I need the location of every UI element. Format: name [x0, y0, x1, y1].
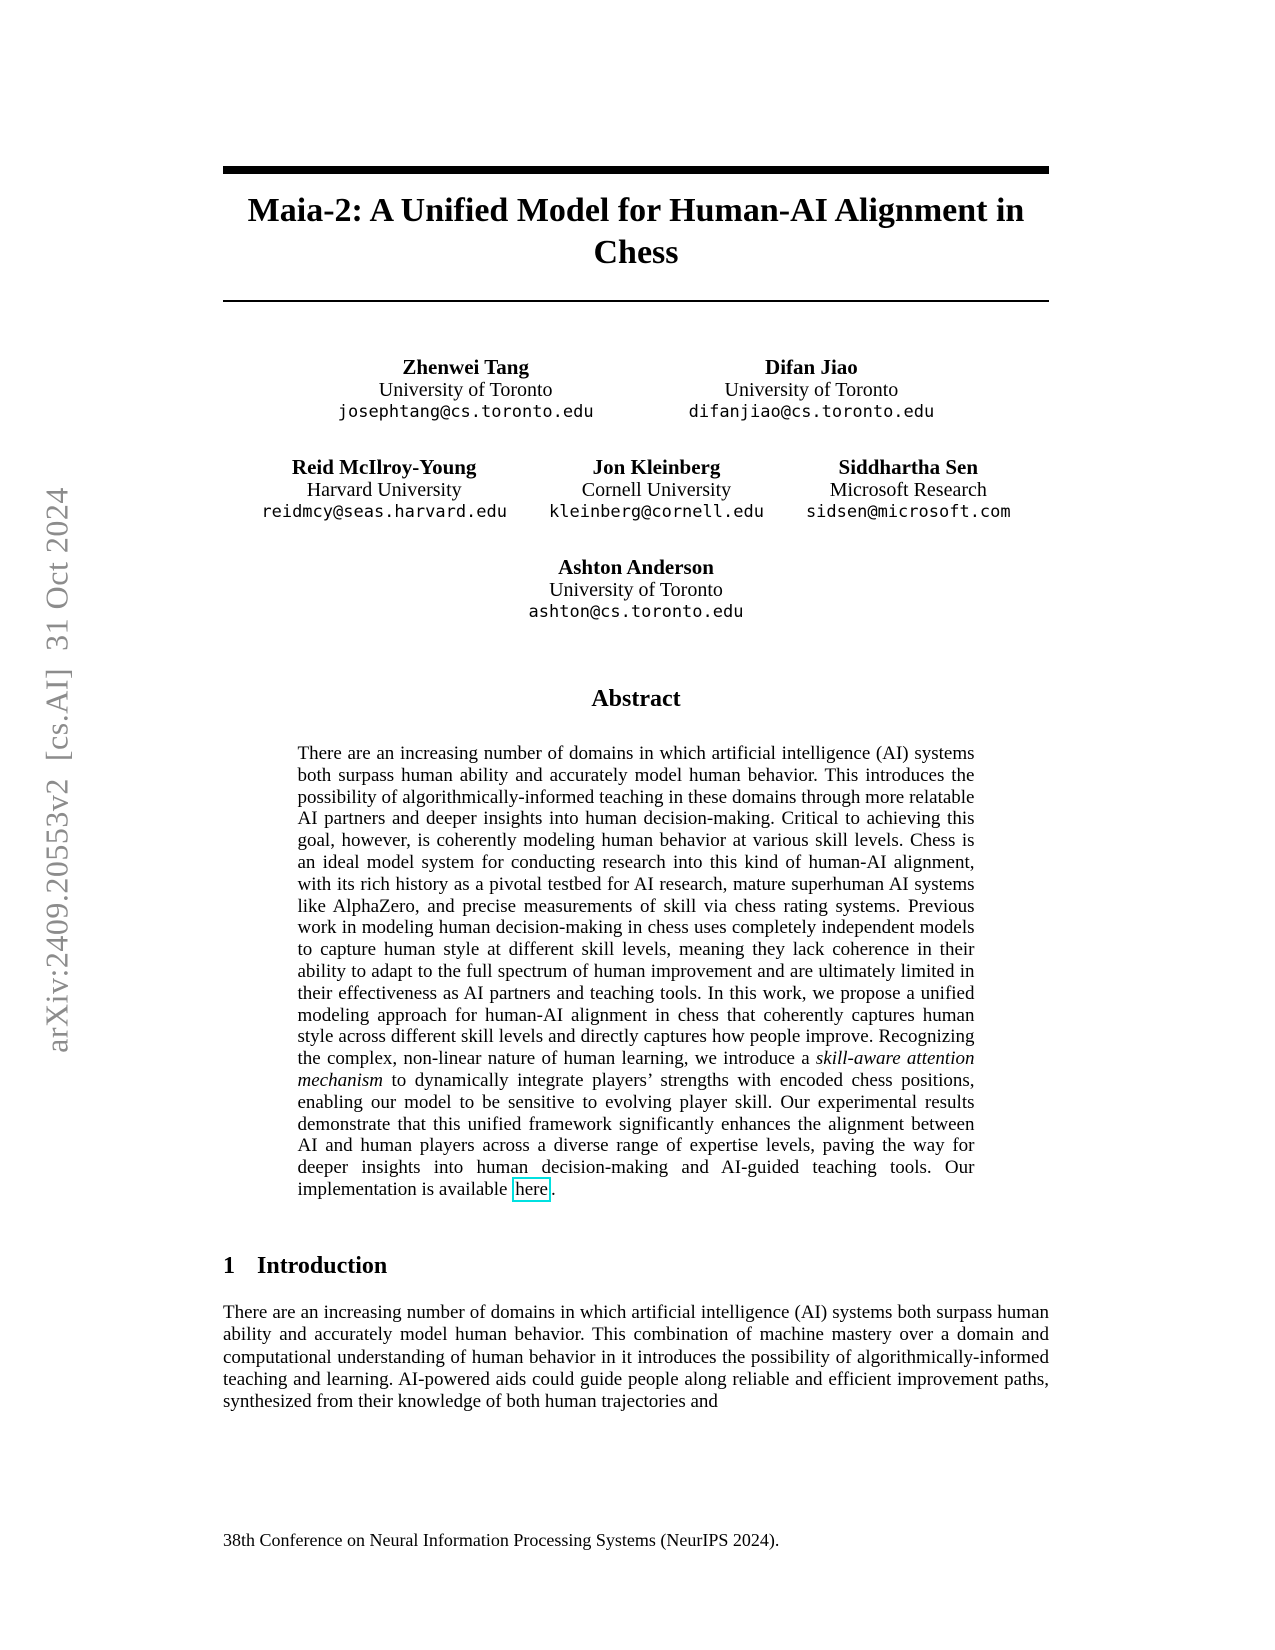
abstract-heading: Abstract — [591, 686, 681, 712]
author-email: reidmcy@seas.harvard.edu — [261, 502, 507, 522]
author-email: sidsen@microsoft.com — [805, 502, 1011, 522]
author-block — [549, 456, 764, 524]
paper-title-line1: Maia-2: A Unified Model for Human-AI Alignment in — [247, 192, 1025, 229]
arxiv-watermark: arXiv:2409.20553v2 [cs.AI] 31 Oct 2024 — [38, 487, 75, 1053]
author-name: Jon Kleinberg — [592, 455, 721, 479]
author-name: Siddhartha Sen — [838, 455, 979, 479]
implementation-link[interactable]: here — [512, 1177, 551, 1202]
abstract-italic-phrase: skill-aware attention mechanism — [297, 1048, 975, 1091]
introduction-paragraph: There are an increasing number of domains in which artificial intelligence (AI) systems both surpass human ability and accurately model human behavior. This combination of machine mastery over a domain and computational understanding of human behavior in it introduces the possibility of algorithmically-informed teaching and learning. AI-powered aids could guide people along reliable and efficient improvement paths, synthesized from their knowledge of both human trajectories and — [223, 1301, 1049, 1413]
author-email: kleinberg@cornell.edu — [549, 502, 764, 522]
author-name: Zhenwei Tang — [402, 355, 529, 379]
title-rule-top — [223, 166, 1049, 174]
author-block — [261, 456, 507, 524]
author-name: Difan Jiao — [765, 355, 858, 379]
author-affiliation: University of Toronto — [724, 379, 899, 401]
abstract-text-part1: There are an increasing number of domains in which artificial intelligence (AI) systems both surpass human ability and accurately model human behavior. This introduces the possibility of algorithmically-informed teaching in these domains through more relatable AI partners and deeper insights into human decision-making. Critical to achieving this goal, however, is coherently modeling human behavior at various skill levels. Chess is an ideal model system for conducting research into this kind of human-AI alignment, with its rich history as a pivotal testbed for AI research, mature superhuman AI systems like AlphaZero, and precise measurements of skill via chess rating systems. Previous work in modeling human decision-making in chess uses completely independent models to capture human style at different skill levels, meaning they lack coherence in their ability to adapt to the full spectrum of human improvement and are ultimately limited in their effectiveness as AI partners and teaching tools. In this work, we propose a unified modeling approach for human-AI alignment in chess that coherently captures human style across different skill levels and directly captures how people improve. Recognizing the complex, non-linear nature of human learning, we introduce a — [297, 743, 975, 1070]
author-affiliation: University of Toronto — [549, 579, 723, 601]
section-number: 1 — [223, 1252, 235, 1279]
author-email: ashton@cs.toronto.edu — [528, 602, 744, 622]
author-name: Reid McIlroy-Young — [291, 455, 477, 479]
abstract-text-part2: to dynamically integrate players’ strengths with encoded chess positions, enabling our model to be sensitive to evolving player skill. Our experimental results demonstrate that this unified framework significantly enhances the alignment between AI and human players across a diverse range of expertise levels, paving the way for deeper insights into human decision-making and AI-guided teaching tools. Our implementation is available — [297, 1069, 975, 1200]
authors-row-3 — [223, 556, 1049, 624]
author-affiliation: University of Toronto — [378, 379, 553, 401]
author-block — [806, 456, 1011, 524]
author-name: Ashton Anderson — [558, 555, 714, 579]
abstract-text — [298, 743, 975, 1201]
authors-row-1 — [223, 356, 1049, 424]
section-title: Introduction — [257, 1252, 388, 1279]
author-block — [338, 356, 594, 424]
author-affiliation: Harvard University — [306, 479, 462, 501]
author-affiliation: Cornell University — [581, 479, 732, 501]
content-column — [223, 0, 1049, 1433]
author-affiliation: Microsoft Research — [829, 479, 987, 501]
conference-footnote: 38th Conference on Neural Information Processing Systems (NeurIPS 2024). — [223, 1530, 780, 1550]
authors-row-2 — [223, 456, 1049, 524]
section-heading-introduction — [223, 1253, 1049, 1280]
abstract-text-end: . — [550, 1178, 556, 1200]
author-email: difanjiao@cs.toronto.edu — [688, 402, 935, 422]
author-email: josephtang@cs.toronto.edu — [337, 402, 594, 422]
paper-title-line2: Chess — [593, 234, 679, 271]
title-rule-bottom — [223, 300, 1049, 302]
author-block — [689, 356, 935, 424]
paper-title — [223, 190, 1049, 274]
author-block — [529, 556, 744, 624]
